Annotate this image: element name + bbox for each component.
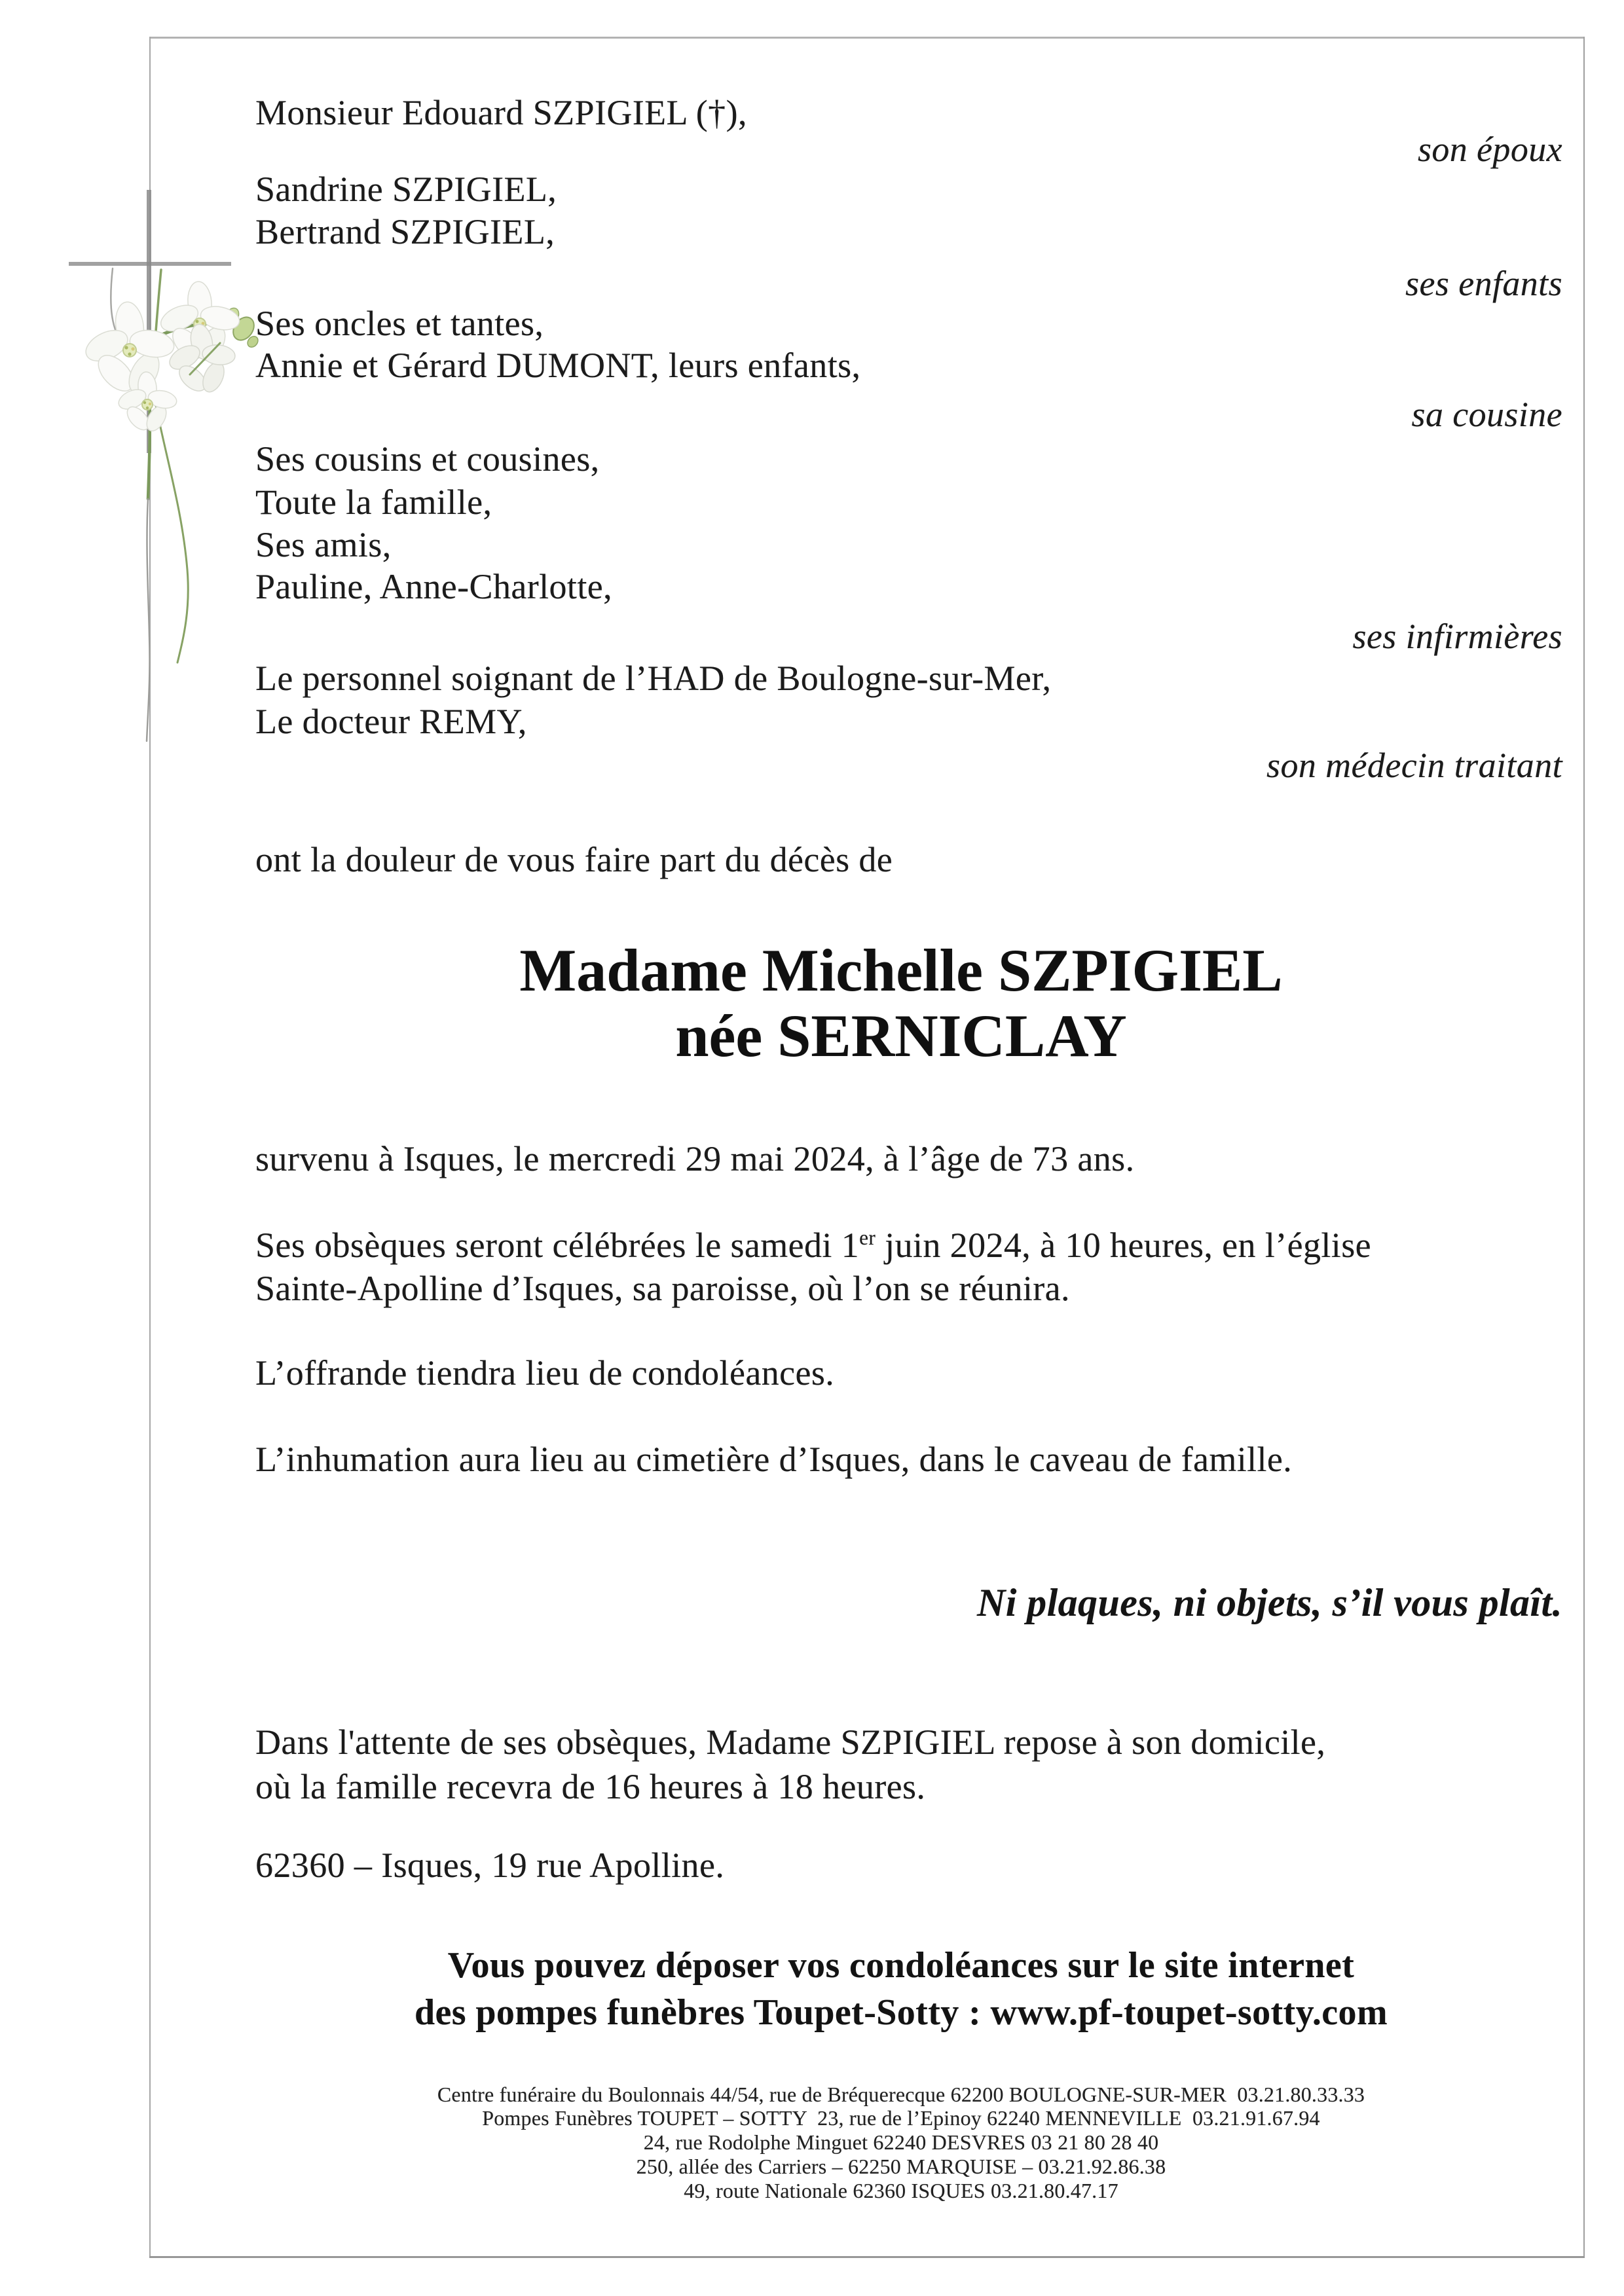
visitation-line-2: où la famille recevra de 16 heures à 18 heures. bbox=[255, 1767, 926, 1806]
family-line: Toute la famille, bbox=[255, 483, 492, 522]
children-role: ses enfants bbox=[1405, 264, 1562, 303]
son-line: Bertrand SZPIGIEL, bbox=[255, 212, 555, 251]
deceased-name: Madame Michelle SZPIGIEL bbox=[519, 937, 1283, 1004]
card-edge-bottom bbox=[149, 2256, 1585, 2258]
ceremony-line-1 bbox=[255, 1228, 1371, 1263]
funeral-home-address-3: 24, rue Rodolphe Minguet 62240 DESVRES 03 21 80 28 40 bbox=[643, 2130, 1159, 2154]
death-details: survenu à Isques, le mercredi 29 mai 2024, à l’âge de 73 ans. bbox=[255, 1139, 1135, 1178]
card-edge-right bbox=[1583, 37, 1585, 2258]
offering-line: L’offrande tiendra lieu de condoléances. bbox=[255, 1353, 835, 1393]
funeral-home-address-4: 250, allée des Carriers – 62250 MARQUISE – 03.21.92.86.38 bbox=[636, 2155, 1166, 2178]
nurses-named-line: Pauline, Anne-Charlotte, bbox=[255, 567, 612, 606]
condolences-website-line-1: Vous pouvez déposer vos condoléances sur le site internet bbox=[447, 1945, 1355, 1986]
condolences-website-line-2: des pompes funèbres Toupet-Sotty : www.pf-toupet-sotty.com bbox=[414, 1992, 1388, 2033]
funeral-home-address-5: 49, route Nationale 62360 ISQUES 03.21.80.47.17 bbox=[684, 2179, 1118, 2202]
cousine-role: sa cousine bbox=[1411, 395, 1562, 434]
funeral-home-address-1: Centre funéraire du Boulonnais 44/54, rue de Bréquerecque 62200 BOULOGNE-SUR-MER 03.21.80.33.33 bbox=[437, 2083, 1365, 2106]
orchid-flowers bbox=[81, 281, 242, 435]
friends-line: Ses amis, bbox=[255, 525, 392, 564]
daughter-line: Sandrine SZPIGIEL, bbox=[255, 170, 557, 209]
burial-line: L’inhumation aura lieu au cimetière d’Isques, dans le caveau de famille. bbox=[255, 1440, 1293, 1479]
no-plaques-notice: Ni plaques, ni objets, s’il vous plaît. bbox=[976, 1581, 1562, 1624]
husband-line: Monsieur Edouard SZPIGIEL (†), bbox=[255, 93, 747, 132]
funeral-home-address-2: Pompes Funèbres TOUPET – SOTTY 23, rue de l’Epinoy 62240 MENNEVILLE 03.21.91.67.94 bbox=[482, 2106, 1320, 2130]
intro-line: ont la douleur de vous faire part du décès de bbox=[255, 840, 893, 879]
card-edge-top bbox=[151, 37, 1585, 39]
cousins-named-line: Annie et Gérard DUMONT, leurs enfants, bbox=[255, 346, 861, 385]
husband-role: son époux bbox=[1417, 130, 1562, 169]
ceremony-line-2: Sainte-Apolline d’Isques, sa paroisse, où l’on se réunira. bbox=[255, 1269, 1070, 1308]
doctor-role: son médecin traitant bbox=[1266, 746, 1562, 785]
ceremony-text: Ses obsèques seront célébrées le samedi 1 bbox=[255, 1226, 860, 1265]
care-team-line: Le personnel soignant de l’HAD de Boulogne-sur-Mer, bbox=[255, 659, 1052, 698]
cousins-line: Ses cousins et cousines, bbox=[255, 439, 600, 479]
home-address: 62360 – Isques, 19 rue Apolline. bbox=[255, 1846, 725, 1885]
maiden-name: née SERNICLAY bbox=[675, 1002, 1127, 1069]
uncles-aunts-line: Ses oncles et tantes, bbox=[255, 304, 544, 343]
doctor-line: Le docteur REMY, bbox=[255, 702, 527, 741]
nurses-role: ses infirmières bbox=[1352, 617, 1562, 656]
ordinal-superscript: er bbox=[859, 1226, 876, 1249]
ceremony-text-cont: juin 2024, à 10 heures, en l’église bbox=[876, 1226, 1371, 1265]
visitation-line-1: Dans l'attente de ses obsèques, Madame SZPIGIEL repose à son domicile, bbox=[255, 1722, 1326, 1762]
